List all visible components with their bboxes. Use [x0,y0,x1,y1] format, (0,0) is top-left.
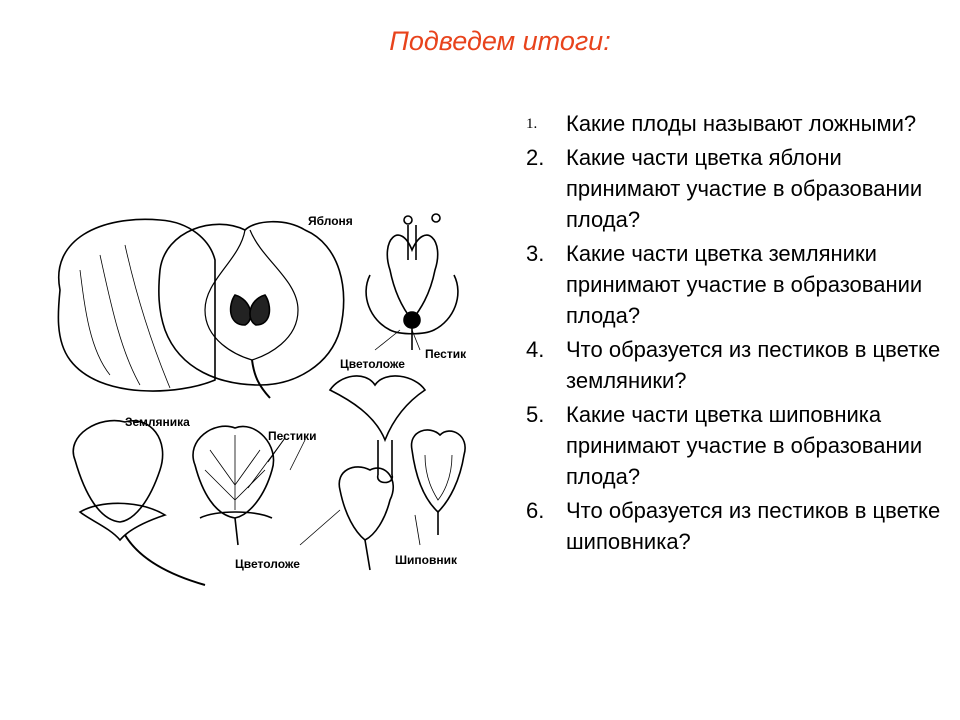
rosehip-fruit [339,467,393,540]
question-item [526,142,946,235]
label-receptacle-strawberry: Цветоложе [235,557,300,571]
question-number: 1. [526,116,538,132]
botanical-illustration [40,200,500,600]
question-number: 3. [526,241,545,266]
question-number: 2. [526,145,545,170]
question-text: Какие плоды называют ложными? [566,111,917,136]
question-number: 6. [526,498,545,523]
question-text: Что образуется из пестиков в цветке земляники? [566,337,941,393]
strawberry-whole [73,421,162,522]
question-text: Какие части цветка земляники принимают участие в образовании плода? [566,241,923,328]
slide-title: Подведем итоги: [389,26,611,56]
label-strawberry: Земляника [125,415,190,429]
strawberry-section [193,426,274,518]
fruit-diagram [40,200,500,600]
question-number: 4. [526,337,545,362]
label-rosehip: Шиповник [395,553,458,567]
label-receptacle-apple: Цветоложе [340,357,405,371]
label-apple: Яблоня [308,214,353,228]
apple-flower [387,235,437,320]
rosehip-flower [330,376,425,440]
question-list [526,108,946,560]
question-item [526,334,946,396]
question-item [526,108,946,139]
question-item [526,495,946,557]
question-item [526,238,946,331]
question-text: Какие части цветка шиповника принимают участие в образовании плода? [566,402,923,489]
question-number: 5. [526,402,545,427]
question-text: Что образуется из пестиков в цветке шиповника? [566,498,941,554]
question-text: Какие части цветка яблони принимают участие в образовании плода? [566,145,923,232]
label-pistils: Пестики [268,429,317,443]
label-pistil: Пестик [425,347,467,361]
question-item [526,399,946,492]
